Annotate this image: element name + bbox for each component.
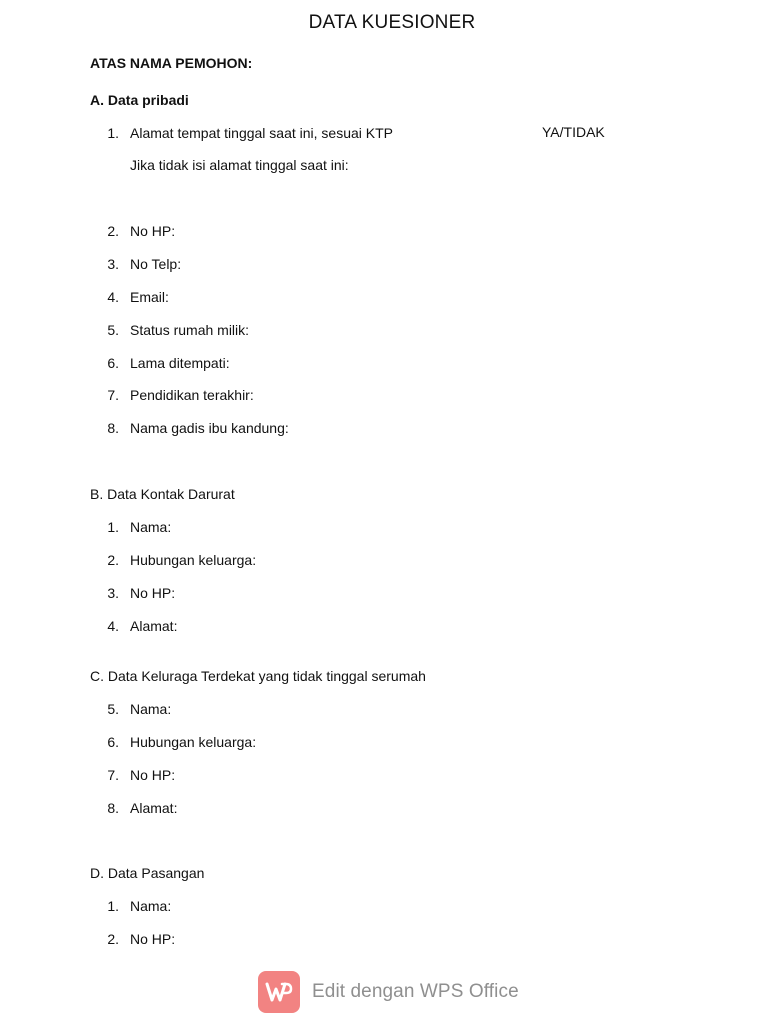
list-item — [90, 222, 175, 240]
edit-with-wps-banner[interactable] — [258, 970, 528, 1014]
list-item-label: Alamat: — [130, 618, 178, 634]
wps-logo-glyph — [265, 981, 293, 1003]
list-item-label: Email: — [130, 289, 169, 305]
list-item-number: 2. — [107, 552, 119, 568]
list-item-label: Alamat: — [130, 800, 178, 816]
list-item-label: Pendidikan terakhir: — [130, 387, 254, 403]
list-item-label: No HP: — [130, 931, 176, 947]
list-item-label: Nama: — [130, 898, 172, 914]
list-item — [90, 518, 171, 536]
list-item-number: 5. — [107, 701, 119, 717]
list-item-label: No Telp: — [130, 256, 182, 272]
list-item-number: 5. — [107, 322, 119, 338]
list-item — [90, 766, 175, 784]
list-item-label: Nama: — [130, 519, 172, 535]
list-item-label: Hubungan keluarga: — [130, 734, 257, 750]
list-item-number: 2. — [107, 223, 119, 239]
list-item-label: Lama ditempati: — [130, 355, 230, 371]
section-c-heading: C. Data Keluraga Terdekat yang tidak tinggal serumah — [90, 668, 426, 684]
list-item — [90, 700, 171, 718]
list-item — [90, 584, 175, 602]
list-item-number: 8. — [107, 800, 119, 816]
list-item — [90, 321, 249, 339]
section-a-heading: A. Data pribadi — [90, 92, 189, 108]
list-item-number: 7. — [107, 387, 119, 403]
list-item-number: 1. — [107, 519, 119, 535]
list-item-label: No HP: — [130, 223, 176, 239]
list-item-number: 6. — [107, 355, 119, 371]
list-item-number: 4. — [107, 289, 119, 305]
list-item-label: Alamat tempat tinggal saat ini, sesuai KTP — [130, 125, 394, 141]
list-item-label: Status rumah milik: — [130, 322, 250, 338]
list-item-number: 3. — [107, 256, 119, 272]
wps-banner-text[interactable]: Edit dengan WPS Office — [312, 981, 519, 1002]
list-item — [90, 897, 171, 915]
list-item-number: 3. — [107, 585, 119, 601]
list-item — [90, 419, 289, 437]
list-item-number: 7. — [107, 767, 119, 783]
list-item-number: 8. — [107, 420, 119, 436]
list-item — [90, 551, 256, 569]
address-note: Jika tidak isi alamat tinggal saat ini: — [130, 157, 349, 173]
list-item-label: Nama: — [130, 701, 172, 717]
list-item — [90, 930, 175, 948]
list-item — [90, 799, 177, 817]
list-item-number: 1. — [107, 125, 119, 141]
applicant-label: ATAS NAMA PEMOHON: — [90, 55, 253, 71]
page-title: DATA KUESIONER — [308, 12, 476, 33]
section-d-heading: D. Data Pasangan — [90, 865, 205, 881]
yes-no-option: YA/TIDAK — [542, 124, 605, 140]
list-item-label: Hubungan keluarga: — [130, 552, 257, 568]
wps-office-icon — [258, 971, 300, 1013]
list-item — [90, 124, 393, 142]
list-item-label: No HP: — [130, 767, 176, 783]
list-item — [90, 288, 169, 306]
list-item — [90, 617, 177, 635]
list-item — [90, 386, 254, 404]
list-item-number: 2. — [107, 931, 119, 947]
list-item — [90, 733, 256, 751]
list-item-label: Nama gadis ibu kandung: — [130, 420, 289, 436]
list-item-number: 4. — [107, 618, 119, 634]
list-item — [90, 354, 230, 372]
list-item-label: No HP: — [130, 585, 176, 601]
list-item-number: 6. — [107, 734, 119, 750]
section-b-heading: B. Data Kontak Darurat — [90, 486, 235, 502]
list-item — [90, 255, 181, 273]
list-item-number: 1. — [107, 898, 119, 914]
